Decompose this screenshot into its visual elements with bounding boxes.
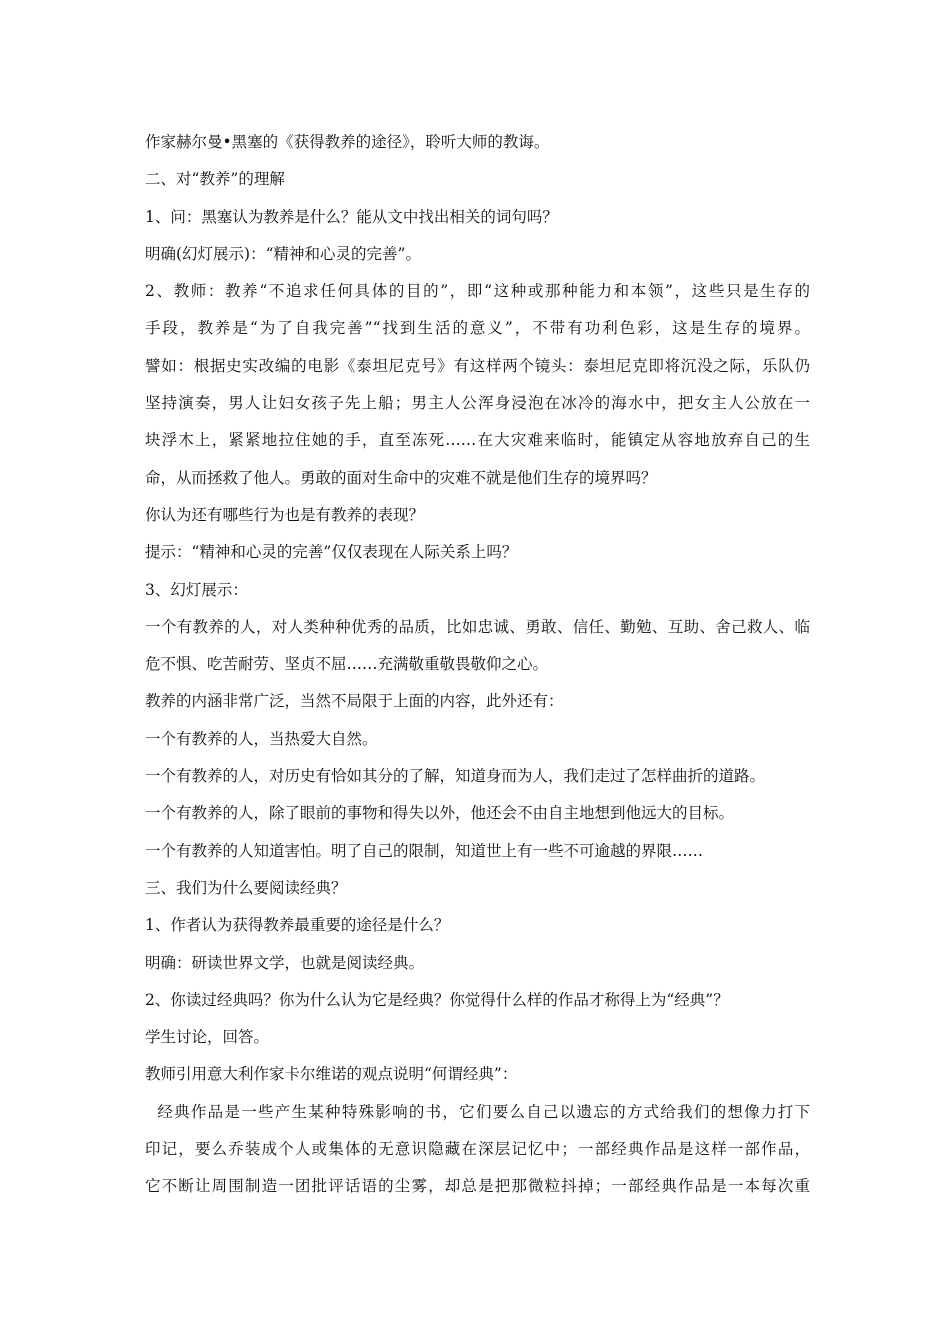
text-line: 1、问：黑塞认为教养是什么？能从文中找出相关的词句吗？: [145, 207, 558, 226]
text-line: 块浮木上，紧紧地拉住她的手，直至冻死……在大灾难来临时，能镇定从容地放弃自己的生: [145, 431, 810, 450]
text-line: 提示：“精神和心灵的完善”仅仅表现在人际关系上吗？: [145, 543, 518, 562]
text-line: 一个有教养的人，对历史有恰如其分的了解，知道身而为人，我们走过了怎样曲折的道路。: [145, 767, 766, 786]
text-line: 危不惧、吃苦耐劳、坚贞不屈……充满敬重敬畏敬仰之心。: [145, 655, 549, 674]
text-line: 一个有教养的人，除了眼前的事物和得失以外，他还会不由自主地想到他远大的目标。: [145, 804, 735, 823]
text-line: 学生讨论，回答。: [145, 1028, 270, 1047]
section-heading: 二、对“教养”的理解: [145, 170, 285, 189]
text-line: 一个有教养的人，当热爱大自然。: [145, 729, 378, 748]
text-line: 譬如：根据史实改编的电影《泰坦尼克号》有这样两个镜头：泰坦尼克即将沉没之际，乐队仍: [145, 356, 810, 375]
text-line: 明确：研读世界文学，也就是阅读经典。: [145, 953, 425, 972]
text-line: 3、幻灯展示：: [145, 580, 248, 599]
text-line: 明确(幻灯展示)：“精神和心灵的完善”。: [145, 244, 421, 263]
text-line: 命，从而拯救了他人。勇敢的面对生命中的灾难不就是他们生存的境界吗？: [145, 468, 657, 487]
text-line: 手段，教养是“为了自我完善”“找到生活的意义”，不带有功利色彩，这是生存的境界。: [145, 319, 810, 338]
text-line: 2、教师：教养“不追求任何具体的目的”，即“这种或那种能力和本领”，这些只是生存的: [145, 282, 810, 301]
text-line: 教师引用意大利作家卡尔维诺的观点说明“何谓经典”：: [145, 1065, 518, 1084]
text-line: 1、作者认为获得教养最重要的途径是什么？: [145, 916, 450, 935]
document-body: [145, 124, 810, 1206]
text-line: 你认为还有哪些行为也是有教养的表现？: [145, 505, 425, 524]
section-heading: 三、我们为什么要阅读经典？: [145, 878, 347, 897]
text-line: 坚持演奏，男人让妇女孩子先上船；男主人公浑身浸泡在冰冷的海水中，把女主人公放在一: [145, 394, 810, 413]
text-line: 它不断让周围制造一团批评话语的尘雾，却总是把那微粒抖掉；一部经典作品是一本每次重: [145, 1177, 810, 1196]
text-line: 2、你读过经典吗？你为什么认为它是经典？你觉得什么样的作品才称得上为“经典”？: [145, 990, 729, 1009]
text-line: 作家赫尔曼•黑塞的《获得教养的途径》，聆听大师的教诲。: [145, 133, 550, 151]
text-line: 印记，要么乔装成个人或集体的无意识隐藏在深层记忆中；一部经典作品是这样一部作品，: [145, 1140, 810, 1159]
text-line: 一个有教养的人知道害怕。明了自己的限制，知道世上有一些不可逾越的界限……: [145, 841, 704, 860]
text-line: 一个有教养的人，对人类种种优秀的品质，比如忠诚、勇敢、信任、勤勉、互助、舍己救人、临: [145, 617, 810, 636]
text-line: 教养的内涵非常广泛，当然不局限于上面的内容，此外还有：: [145, 692, 564, 711]
text-line: 经典作品是一些产生某种特殊影响的书，它们要么自己以遗忘的方式给我们的想像力打下: [145, 1102, 810, 1121]
